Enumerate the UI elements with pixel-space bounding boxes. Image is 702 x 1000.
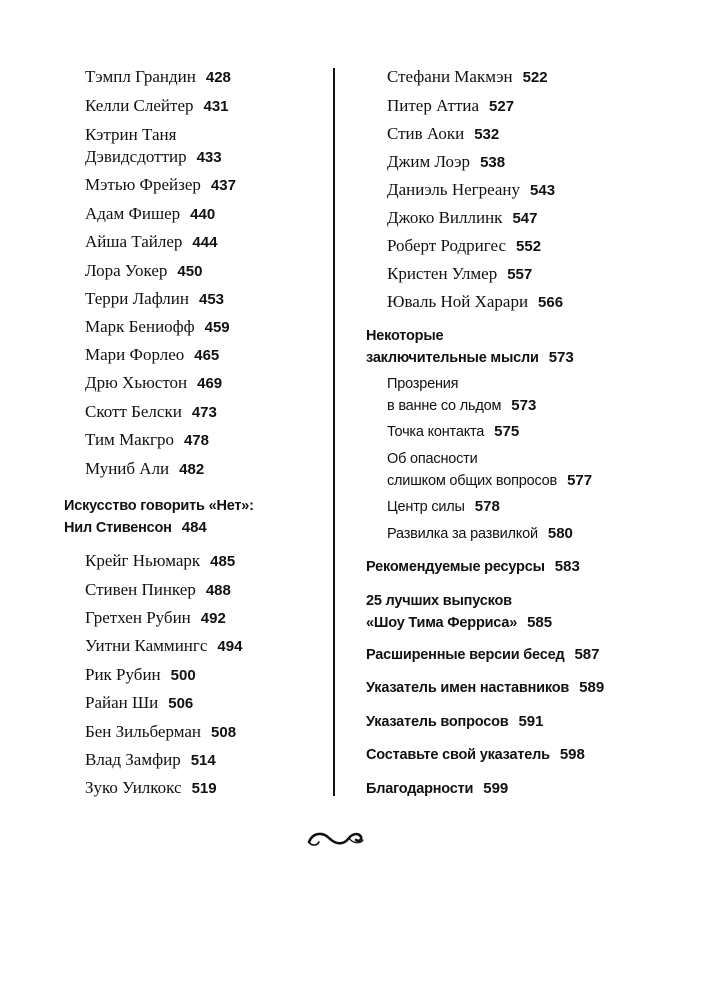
toc-entry-title-line2: Дэвидсдоттир bbox=[85, 147, 187, 166]
toc-page-number: 440 bbox=[190, 206, 216, 223]
toc-page-number: 459 bbox=[204, 319, 230, 336]
toc-entry bbox=[85, 429, 209, 452]
toc-entry-title: Питер Аттиа bbox=[387, 96, 480, 115]
toc-section-entry bbox=[366, 556, 580, 578]
toc-page-number: 552 bbox=[516, 238, 542, 255]
toc-page-number: 587 bbox=[574, 646, 600, 663]
toc-entry bbox=[387, 373, 536, 417]
toc-page-number: 473 bbox=[191, 404, 217, 421]
toc-page-number: 573 bbox=[511, 397, 537, 414]
toc-entry bbox=[85, 344, 219, 367]
toc-entry-title-line1: Искусство говорить «Нет»: bbox=[64, 498, 254, 514]
toc-entry bbox=[85, 664, 196, 687]
toc-page-number: 469 bbox=[197, 375, 223, 392]
toc-page-number: 444 bbox=[192, 234, 218, 251]
toc-page-number: 492 bbox=[200, 610, 226, 627]
toc-entry bbox=[387, 151, 505, 174]
toc-entry-title: Айша Тайлер bbox=[85, 232, 183, 251]
toc-entry-title-line2: заключительные мысли bbox=[366, 350, 539, 366]
toc-entry bbox=[387, 235, 541, 258]
toc-entry-title: Благодарности bbox=[366, 781, 474, 797]
toc-entry-title: Тэмпл Грандин bbox=[85, 67, 196, 86]
flourish-ornament-icon bbox=[305, 824, 365, 852]
toc-entry-title: Стив Аоки bbox=[387, 124, 465, 143]
toc-page-number: 484 bbox=[181, 519, 207, 536]
toc-section-entry bbox=[64, 495, 254, 539]
toc-page-number: 598 bbox=[559, 746, 585, 763]
toc-entry-title: Стефани Макмэн bbox=[387, 67, 513, 86]
toc-entry bbox=[387, 421, 519, 443]
toc-entry-title-line2: «Шоу Тима Ферриса» bbox=[366, 615, 518, 631]
toc-page-number: 465 bbox=[194, 347, 220, 364]
toc-page-number: 508 bbox=[211, 724, 237, 741]
toc-entry bbox=[85, 721, 236, 744]
toc-page-number: 488 bbox=[205, 582, 231, 599]
toc-entry-title-line2: слишком общих вопросов bbox=[387, 473, 558, 489]
toc-entry bbox=[85, 203, 215, 226]
toc-page-number: 591 bbox=[518, 713, 544, 730]
toc-entry-title: Центр силы bbox=[387, 499, 465, 515]
toc-entry-title: Влад Замфир bbox=[85, 750, 181, 769]
toc-entry bbox=[387, 263, 532, 286]
toc-entry-title: Дрю Хьюстон bbox=[85, 373, 188, 392]
toc-entry-title-line1: Об опасности bbox=[387, 451, 478, 467]
toc-entry-title: Рик Рубин bbox=[85, 665, 161, 684]
toc-entry-title: Бен Зильберман bbox=[85, 722, 202, 741]
toc-section-entry bbox=[366, 590, 552, 634]
toc-entry bbox=[85, 635, 242, 658]
toc-entry-title: Кристен Улмер bbox=[387, 264, 498, 283]
toc-section-entry bbox=[366, 644, 599, 666]
toc-entry bbox=[85, 124, 222, 169]
toc-entry bbox=[85, 777, 217, 800]
toc-entry bbox=[85, 260, 202, 283]
toc-page-number: 431 bbox=[203, 98, 229, 115]
toc-section-entry bbox=[366, 778, 508, 800]
toc-entry bbox=[85, 174, 236, 197]
toc-page-number: 557 bbox=[507, 266, 533, 283]
toc-section-entry bbox=[366, 325, 574, 369]
toc-page-number: 453 bbox=[198, 291, 225, 308]
toc-entry-title-line1: Кэтрин Таня bbox=[85, 125, 177, 144]
toc-page-number: 583 bbox=[554, 558, 580, 575]
toc-entry bbox=[85, 579, 231, 602]
toc-entry-title: Терри Лафлин bbox=[85, 289, 189, 308]
toc-entry-title: Скотт Белски bbox=[85, 402, 182, 421]
toc-entry-title: Гретхен Рубин bbox=[85, 608, 191, 627]
toc-entry-title: Адам Фишер bbox=[85, 204, 181, 223]
toc-entry bbox=[387, 123, 499, 146]
toc-page-number: 578 bbox=[474, 498, 500, 515]
toc-entry-title: Расширенные версии бесед bbox=[366, 647, 565, 663]
toc-entry-title: Джоко Виллинк bbox=[387, 208, 503, 227]
toc-entry bbox=[387, 66, 548, 89]
toc-entry-title: Джим Лоэр bbox=[387, 152, 471, 171]
toc-entry bbox=[387, 179, 555, 202]
toc-entry-title: Марк Бениофф bbox=[85, 317, 195, 336]
toc-section-entry bbox=[366, 711, 544, 733]
toc-entry-title-line1: Некоторые bbox=[366, 328, 444, 344]
toc-entry bbox=[85, 607, 226, 630]
toc-page-number: 494 bbox=[217, 638, 243, 655]
toc-entry-title: Келли Слейтер bbox=[85, 96, 194, 115]
toc-page-number: 538 bbox=[480, 154, 506, 171]
toc-entry bbox=[85, 95, 229, 118]
toc-page-number: 573 bbox=[548, 349, 574, 366]
toc-entry-title: Рекомендуемые ресурсы bbox=[366, 559, 545, 575]
toc-page-number: 585 bbox=[527, 614, 553, 631]
column-divider bbox=[333, 68, 335, 796]
toc-entry-title: Указатель вопросов bbox=[366, 714, 509, 730]
toc-entry-title: Крейг Ньюмарк bbox=[85, 551, 201, 570]
toc-entry bbox=[387, 95, 514, 118]
toc-entry bbox=[85, 692, 193, 715]
toc-entry bbox=[85, 749, 216, 772]
toc-entry bbox=[85, 316, 230, 339]
toc-entry bbox=[85, 458, 204, 481]
toc-entry-title: Муниб Али bbox=[85, 459, 170, 478]
toc-entry bbox=[387, 496, 500, 518]
toc-entry bbox=[387, 448, 592, 492]
toc-entry-title: Даниэль Негреану bbox=[387, 180, 521, 199]
toc-page-number: 543 bbox=[530, 182, 556, 199]
toc-page-number: 519 bbox=[191, 780, 217, 797]
toc-page-number: 527 bbox=[489, 98, 515, 115]
toc-page-number: 485 bbox=[210, 553, 236, 570]
toc-entry-title: Зуко Уилкокс bbox=[85, 778, 182, 797]
toc-page-number: 428 bbox=[205, 69, 231, 86]
toc-entry-title: Составьте свой указатель bbox=[366, 747, 550, 763]
toc-entry-title-line1: 25 лучших выпусков bbox=[366, 593, 512, 609]
toc-entry bbox=[85, 66, 231, 89]
toc-page-number: 532 bbox=[474, 126, 500, 143]
toc-page-number: 575 bbox=[494, 423, 520, 440]
toc-entry-title: Указатель имен наставников bbox=[366, 680, 570, 696]
toc-page-number: 522 bbox=[522, 69, 548, 86]
toc-page-number: 506 bbox=[168, 695, 194, 712]
toc-section-entry bbox=[366, 744, 585, 766]
toc-entry-title: Развилка за развилкой bbox=[387, 526, 538, 542]
toc-entry-title: Тим Макгро bbox=[85, 430, 174, 449]
toc-page-number: 500 bbox=[170, 667, 196, 684]
toc-page-number: 577 bbox=[567, 472, 593, 489]
toc-page-number: 482 bbox=[179, 461, 205, 478]
toc-page-number: 580 bbox=[547, 525, 573, 542]
toc-page-number: 514 bbox=[190, 752, 216, 769]
toc-entry-title: Уитни Каммингс bbox=[85, 636, 208, 655]
toc-page-number: 478 bbox=[183, 432, 209, 449]
toc-page-number: 433 bbox=[196, 149, 222, 166]
toc-page-number: 599 bbox=[483, 780, 509, 797]
toc-entry-title: Роберт Родригес bbox=[387, 236, 507, 255]
toc-entry-title: Райан Ши bbox=[85, 693, 159, 712]
toc-entry-title: Мари Форлео bbox=[85, 345, 185, 364]
toc-entry-title: Мэтью Фрейзер bbox=[85, 175, 201, 194]
toc-page-number: 437 bbox=[210, 177, 236, 194]
toc-entry-title: Лора Уокер bbox=[85, 261, 168, 280]
toc-entry-title-line2: Нил Стивенсон bbox=[64, 520, 172, 536]
toc-page-number: 589 bbox=[579, 679, 605, 696]
toc-entry bbox=[85, 231, 217, 254]
toc-entry-title: Точка контакта bbox=[387, 424, 485, 440]
toc-entry-title: Стивен Пинкер bbox=[85, 580, 196, 599]
toc-page-number: 450 bbox=[177, 263, 203, 280]
toc-page-number: 566 bbox=[538, 294, 564, 311]
toc-entry-title-line1: Прозрения bbox=[387, 376, 459, 392]
toc-entry bbox=[85, 372, 222, 395]
toc-page-number: 547 bbox=[512, 210, 538, 227]
toc-entry bbox=[387, 523, 573, 545]
toc-entry bbox=[85, 288, 224, 311]
toc-section-entry bbox=[366, 677, 604, 699]
toc-entry bbox=[85, 401, 217, 424]
toc-entry bbox=[387, 207, 537, 230]
toc-entry bbox=[387, 291, 563, 314]
toc-entry bbox=[85, 550, 235, 573]
toc-entry-title: Юваль Ной Харари bbox=[387, 292, 529, 311]
toc-entry-title-line2: в ванне со льдом bbox=[387, 398, 502, 414]
